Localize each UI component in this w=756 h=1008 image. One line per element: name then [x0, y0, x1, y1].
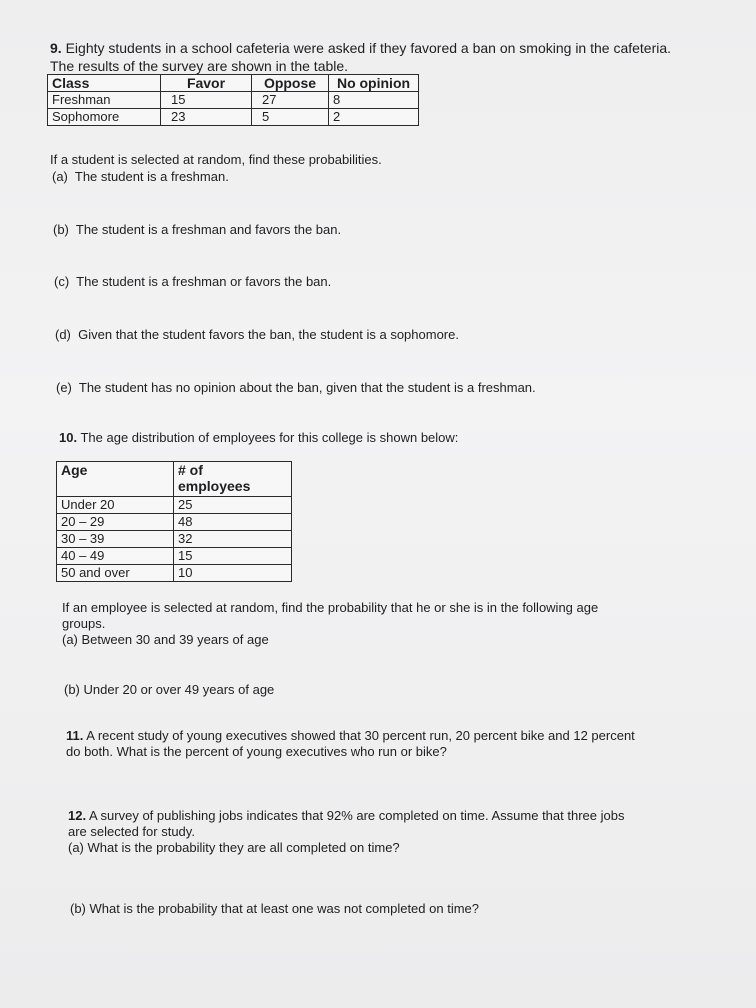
- q10-prompt-line2: groups.: [62, 616, 106, 631]
- table-row: [57, 497, 292, 514]
- q9-part-b: [53, 222, 341, 238]
- table-cell: 27: [252, 92, 329, 109]
- q12-text: A survey of publishing jobs indicates that 92% are completed on time. Assume that three jobs: [88, 808, 625, 823]
- table-cell: Sophomore: [48, 109, 161, 126]
- q12-line1: [68, 808, 624, 824]
- table-header-row: [48, 75, 419, 92]
- part-label: (b): [53, 222, 69, 237]
- q11-line1: [66, 728, 635, 744]
- header-favor: Favor: [161, 75, 252, 92]
- q12-part-a: (a) What is the probability they are all completed on time?: [68, 840, 400, 855]
- part-text: The student is a freshman or favors the ban.: [76, 274, 332, 289]
- table-cell: 40 – 49: [57, 548, 174, 565]
- table-cell: Under 20: [57, 497, 174, 514]
- q9-intro-line2: The results of the survey are shown in the table.: [50, 58, 349, 74]
- table-cell: Freshman: [48, 92, 161, 109]
- q10-age-table: [56, 461, 292, 582]
- header-oppose: Oppose: [252, 75, 329, 92]
- q12-number: 12.: [68, 808, 87, 823]
- part-label: (d): [55, 327, 71, 342]
- q12-part-b: (b) What is the probability that at least one was not completed on time?: [70, 901, 479, 916]
- table-cell: 15: [174, 548, 292, 565]
- part-label: (e): [56, 380, 72, 395]
- q10-intro-text: The age distribution of employees for this college is shown below:: [80, 430, 459, 445]
- table-cell: 10: [174, 565, 292, 582]
- q9-part-d: [55, 327, 459, 343]
- table-cell: 23: [161, 109, 252, 126]
- table-row: [57, 548, 292, 565]
- header-class: Class: [48, 75, 161, 92]
- header-no-opinion: No opinion: [329, 75, 419, 92]
- header-employees-line2: employees: [178, 478, 251, 494]
- table-cell: 50 and over: [57, 565, 174, 582]
- table-cell: 25: [174, 497, 292, 514]
- q9-part-a: [52, 169, 229, 185]
- q10-intro: [59, 430, 458, 446]
- part-text: The student is a freshman.: [74, 169, 229, 184]
- part-text: The student has no opinion about the ban, given that the student is a freshman.: [78, 380, 536, 395]
- part-text: Given that the student favors the ban, the student is a sophomore.: [78, 327, 459, 342]
- q9-prompt: If a student is selected at random, find these probabilities.: [50, 152, 382, 167]
- q9-survey-table: [47, 74, 419, 126]
- q11-text: A recent study of young executives showed that 30 percent run, 20 percent bike and 12 percent: [86, 728, 635, 743]
- table-row: [57, 565, 292, 582]
- q10-prompt-line1: If an employee is selected at random, find the probability that he or she is in the following age: [62, 600, 599, 615]
- q11-line2: do both. What is the percent of young executives who run or bike?: [66, 744, 447, 759]
- table-row: [57, 531, 292, 548]
- table-cell: 32: [174, 531, 292, 548]
- q10-part-a: (a) Between 30 and 39 years of age: [62, 632, 269, 647]
- part-text: The student is a freshman and favors the ban.: [75, 222, 342, 237]
- q12-line2: are selected for study.: [68, 824, 195, 839]
- q10-part-b: (b) Under 20 or over 49 years of age: [64, 682, 275, 697]
- table-row: [48, 109, 419, 126]
- table-header-row: [57, 462, 292, 497]
- q9-number: 9.: [50, 40, 62, 56]
- q9-intro-text: Eighty students in a school cafeteria were asked if they favored a ban on smoking in the cafeteria.: [65, 40, 672, 56]
- table-row: [48, 92, 419, 109]
- table-cell: 8: [329, 92, 419, 109]
- part-label: (c): [54, 274, 70, 289]
- q9-part-e: [56, 380, 536, 396]
- table-cell: 2: [329, 109, 419, 126]
- part-label: (a): [52, 169, 68, 184]
- table-cell: 48: [174, 514, 292, 531]
- q9-intro-line1: [50, 40, 671, 56]
- q9-part-c: [54, 274, 331, 290]
- table-cell: 5: [252, 109, 329, 126]
- header-age: Age: [57, 462, 174, 497]
- header-employees-line1: # of: [178, 462, 203, 478]
- table-cell: 20 – 29: [57, 514, 174, 531]
- q10-number: 10.: [59, 430, 78, 445]
- table-cell: 30 – 39: [57, 531, 174, 548]
- table-row: [57, 514, 292, 531]
- q11-number: 11.: [66, 728, 84, 743]
- header-employees: [174, 462, 292, 497]
- table-cell: 15: [161, 92, 252, 109]
